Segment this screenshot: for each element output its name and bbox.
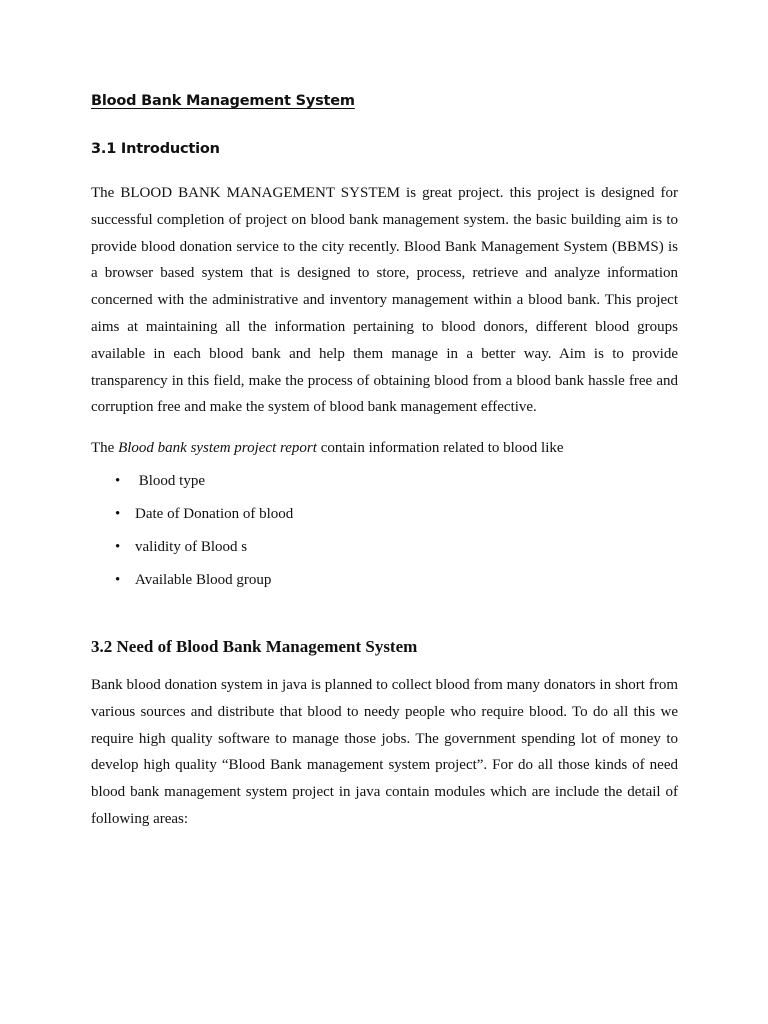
- list-item-text: validity of Blood s: [135, 539, 248, 555]
- need-paragraph: Bank blood donation system in java is planned to collect blood from many donators in short from various sources and distribute that blood to needy people who require blood. To do all this we require high quality software to manage those jobs. The government spending lot of money to develop high quality “Blood Bank management system project”. For do all those kinds of need blood bank management system project in java contain modules which are include the detail of following areas:: [91, 677, 678, 827]
- document-title: Blood Bank Management System: [91, 93, 355, 109]
- introduction-paragraph: The BLOOD BANK MANAGEMENT SYSTEM is great project. this project is designed for successful completion of project on blood bank management system. the basic building aim is to provide blood donation service to the city recently. Blood Bank Management System (BBMS) is a browser based system that is designed to store, process, retrieve and analyze information concerned with the administrative and inventory management within a blood bank. This project aims at maintaining all the information pertaining to blood donors, different blood groups available in each blood bank and help them manage in a better way. Aim is to provide transparency in this field, make the process of obtaining blood from a blood bank hassle free and corruption free and make the system of blood bank management effective.: [91, 185, 678, 416]
- bullet-icon: •: [115, 539, 121, 555]
- bullet-icon: •: [115, 473, 121, 489]
- lead-suffix: contain information related to blood like: [316, 440, 564, 456]
- lead-prefix: The: [91, 440, 119, 456]
- report-lead-sentence: [91, 437, 564, 459]
- list-item-text: Date of Donation of blood: [135, 506, 294, 522]
- section-heading-introduction: 3.1 Introduction: [91, 141, 220, 157]
- section-heading-need: 3.2 Need of Blood Bank Management System: [91, 637, 418, 656]
- list-item-text: Available Blood group: [135, 572, 272, 588]
- bullet-icon: •: [115, 506, 121, 522]
- bullet-icon: •: [115, 572, 121, 588]
- report-title-italic: Blood bank system project report: [118, 440, 317, 456]
- list-item-text: Blood type: [135, 473, 205, 489]
